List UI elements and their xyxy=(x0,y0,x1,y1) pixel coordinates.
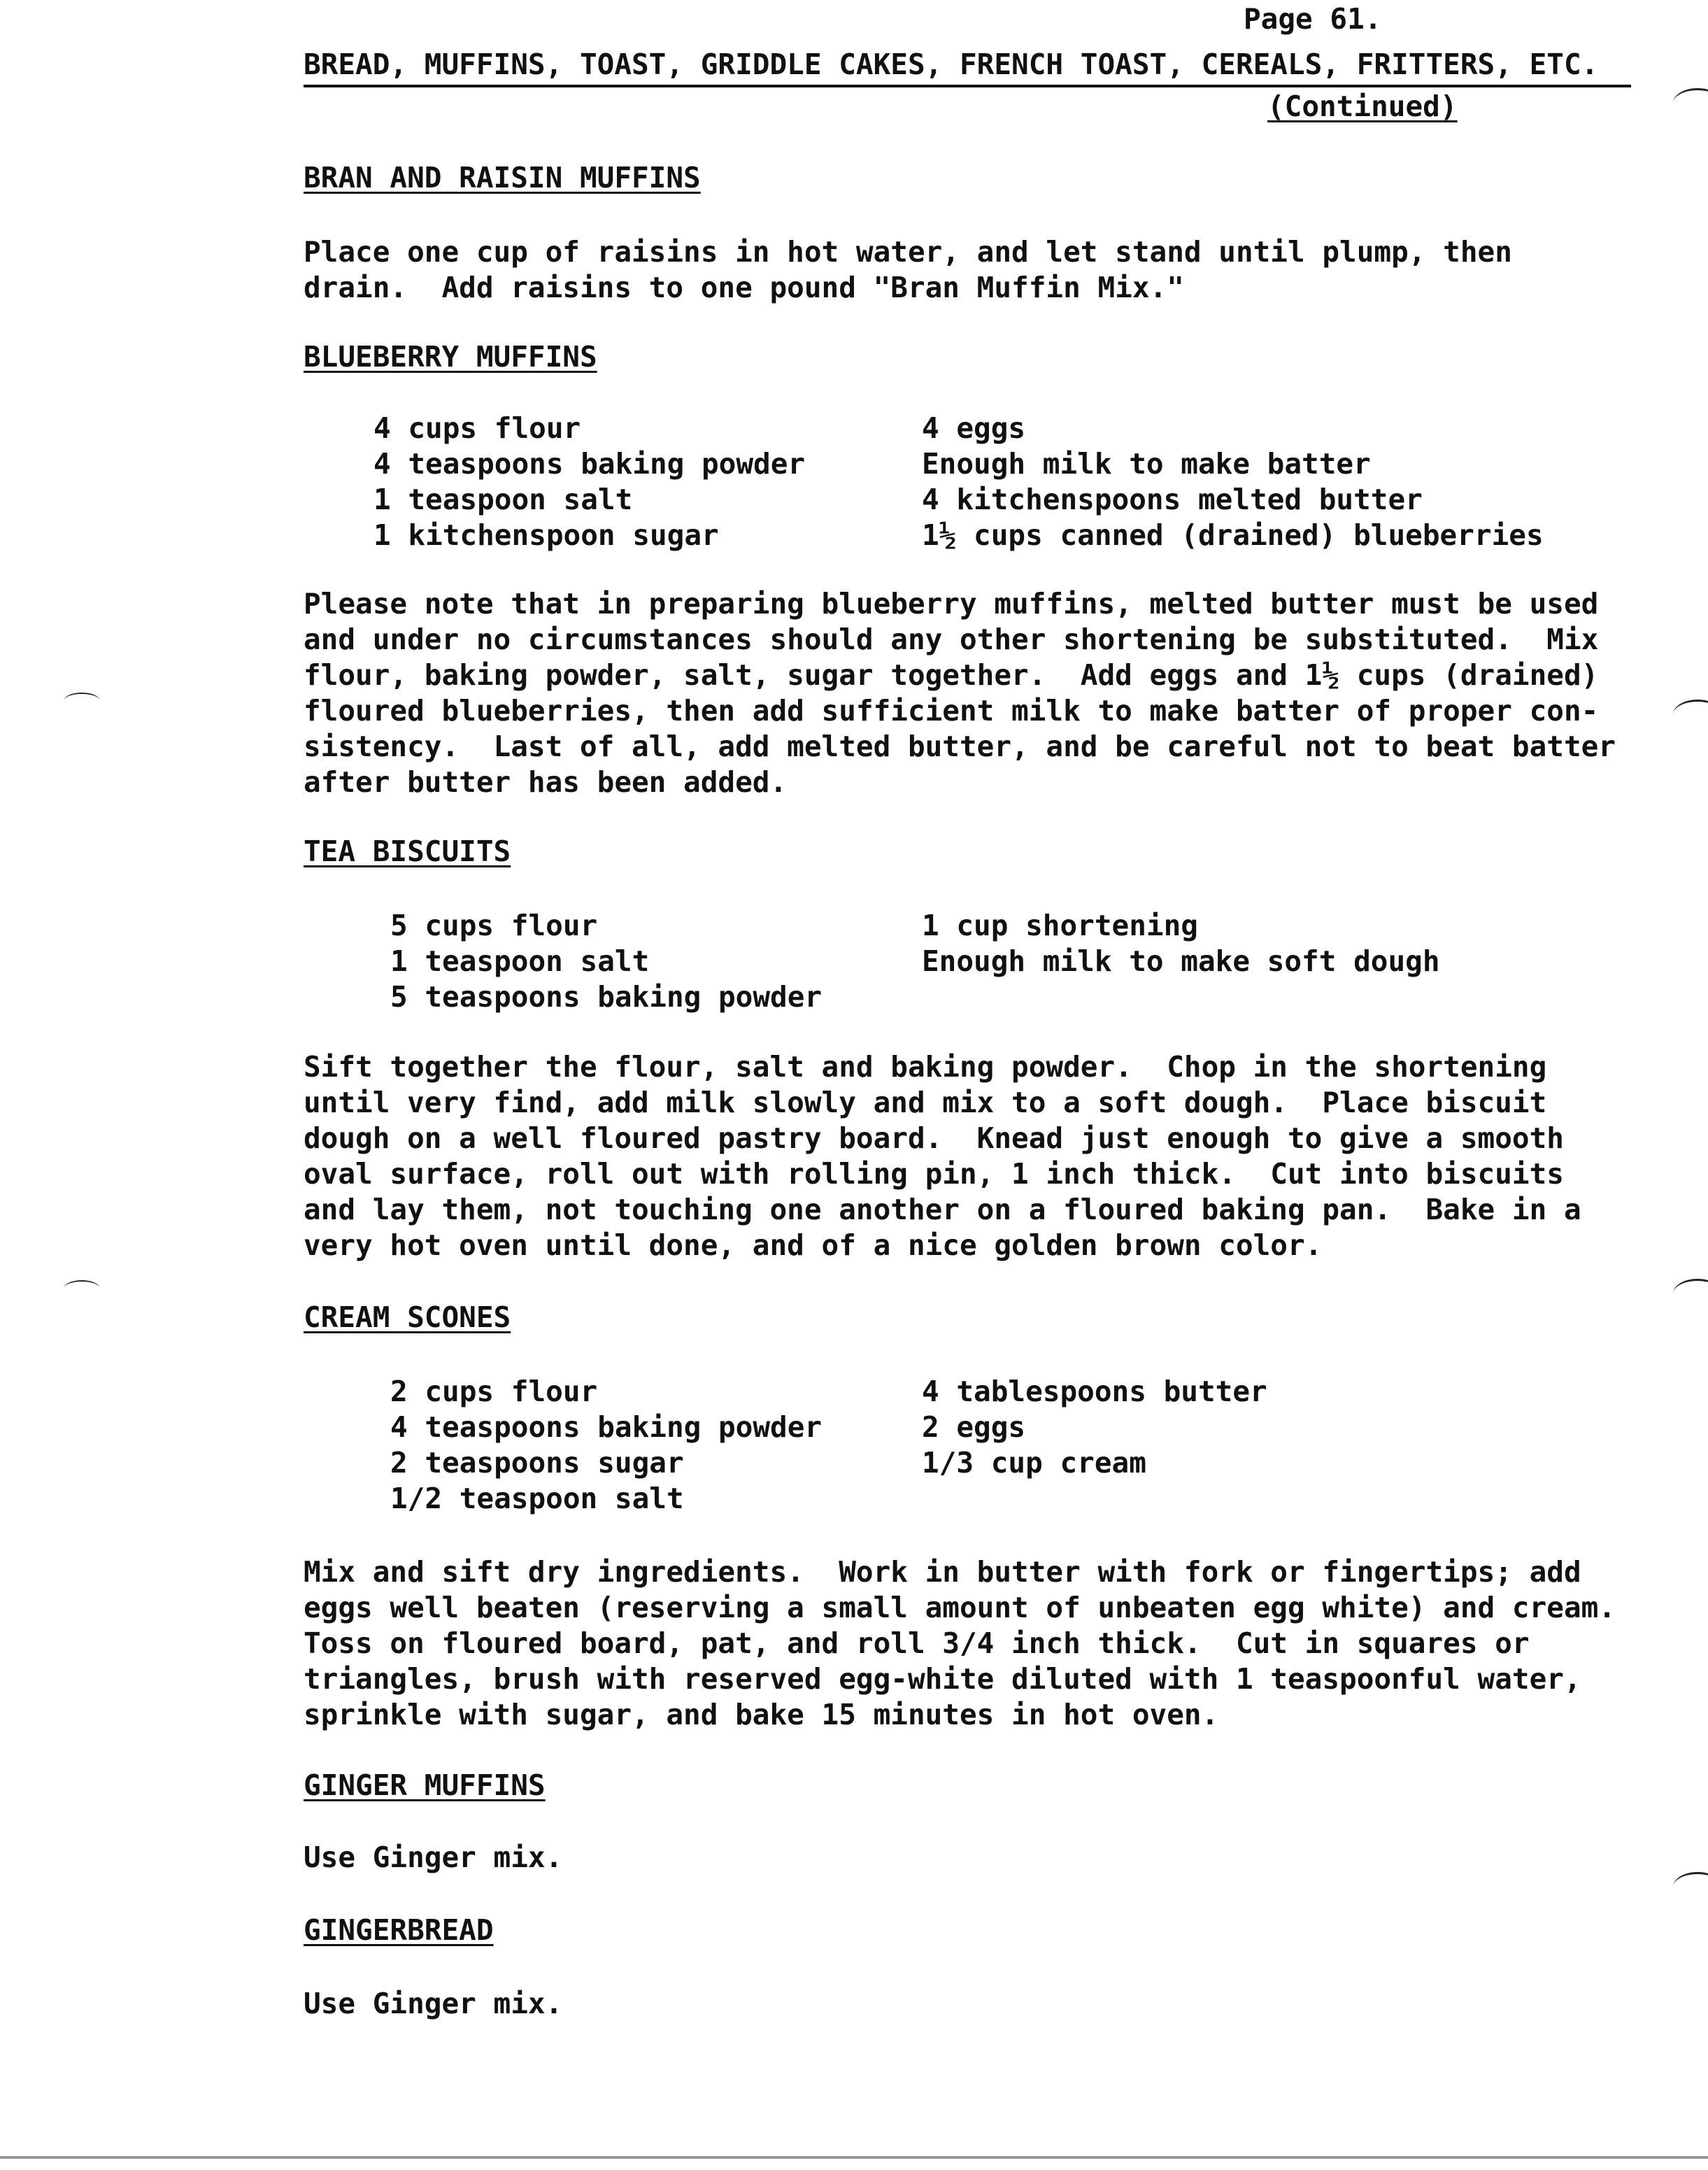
recipe-paragraph-line: Please note that in preparing blueberry muffins, melted butter must be used xyxy=(304,587,1599,620)
recipe-paragraph-line: oval surface, roll out with rolling pin, 1 inch thick. Cut into biscuits xyxy=(304,1157,1564,1191)
recipe-paragraph-line: floured blueberries, then add sufficient milk to make batter of proper con- xyxy=(304,694,1599,728)
recipe-paragraph-line: eggs well beaten (reserving a small amount of unbeaten egg white) and cream. xyxy=(304,1591,1616,1624)
recipe-paragraph-line: Use Ginger mix. xyxy=(304,1987,563,2020)
recipe-paragraph-line: triangles, brush with reserved egg-white diluted with 1 teaspoonful water, xyxy=(304,1662,1581,1696)
binder-hole-mark xyxy=(1673,700,1708,730)
ingredient-item: 4 eggs xyxy=(922,411,1026,445)
recipe-paragraph-line: Use Ginger mix. xyxy=(304,1841,563,1874)
ingredient-item: 2 cups flour xyxy=(390,1375,598,1408)
ingredient-item: 4 cups flour xyxy=(373,411,581,445)
recipe-title: GINGERBREAD xyxy=(304,1913,494,1947)
ingredient-item: 1/2 teaspoon salt xyxy=(390,1482,684,1515)
ingredient-item: 4 tablespoons butter xyxy=(922,1375,1267,1408)
ingredient-item: Enough milk to make soft dough xyxy=(922,944,1440,978)
recipe-title: GINGER MUFFINS xyxy=(304,1768,546,1802)
recipe-paragraph-line: after butter has been added. xyxy=(304,765,788,799)
ingredient-item: 4 teaspoons baking powder xyxy=(390,1410,823,1444)
ingredient-item: 1 cup shortening xyxy=(922,909,1198,942)
ingredient-item: 1 teaspoon salt xyxy=(373,483,633,516)
recipe-title: BLUEBERRY MUFFINS xyxy=(304,340,597,374)
recipe-paragraph-line: sprinkle with sugar, and bake 15 minutes in hot oven. xyxy=(304,1698,1219,1731)
recipe-title: TEA BISCUITS xyxy=(304,835,511,868)
binder-hole-mark xyxy=(1673,1279,1708,1309)
ingredient-item: 1½ cups canned (drained) blueberries xyxy=(922,518,1544,552)
recipe-paragraph-line: Sift together the flour, salt and baking powder. Chop in the shortening xyxy=(304,1050,1547,1084)
recipe-paragraph-line: sistency. Last of all, add melted butter, and be careful not to beat batter xyxy=(304,730,1616,763)
ingredient-item: 1 teaspoon salt xyxy=(390,944,650,978)
recipe-paragraph-line: Toss on floured board, pat, and roll 3/4 inch thick. Cut in squares or xyxy=(304,1626,1530,1660)
continued-label: (Continued) xyxy=(1267,90,1458,123)
binder-hole-mark xyxy=(64,693,99,708)
ingredient-item: 4 teaspoons baking powder xyxy=(373,447,806,481)
recipe-paragraph-line: and lay them, not touching one another on a floured baking pan. Bake in a xyxy=(304,1193,1581,1226)
ingredient-item: 2 teaspoons sugar xyxy=(390,1446,684,1480)
chapter-title: BREAD, MUFFINS, TOAST, GRIDDLE CAKES, FRENCH TOAST, CEREALS, FRITTERS, ETC. xyxy=(304,48,1599,81)
recipe-paragraph-line: drain. Add raisins to one pound "Bran Muffin Mix." xyxy=(304,271,1184,304)
page-bottom-edge xyxy=(0,2156,1708,2159)
ingredient-item: 1 kitchenspoon sugar xyxy=(373,518,719,552)
recipe-paragraph-line: Mix and sift dry ingredients. Work in butter with fork or fingertips; add xyxy=(304,1555,1581,1589)
recipe-paragraph-line: flour, baking powder, salt, sugar together. Add eggs and 1½ cups (drained) xyxy=(304,658,1599,692)
recipe-title: CREAM SCONES xyxy=(304,1300,511,1334)
recipe-paragraph-line: until very find, add milk slowly and mix to a soft dough. Place biscuit xyxy=(304,1086,1547,1119)
recipe-title: BRAN AND RAISIN MUFFINS xyxy=(304,161,701,194)
ingredient-item: 5 teaspoons baking powder xyxy=(390,980,823,1014)
binder-hole-mark xyxy=(1673,1872,1708,1902)
binder-hole-mark xyxy=(64,1280,99,1296)
page-number: Page 61. xyxy=(1244,2,1382,36)
ingredient-item: 2 eggs xyxy=(922,1410,1026,1444)
recipe-paragraph-line: very hot oven until done, and of a nice golden brown color. xyxy=(304,1228,1323,1262)
binder-hole-mark xyxy=(1673,88,1708,118)
recipe-paragraph-line: dough on a well floured pastry board. Knead just enough to give a smooth xyxy=(304,1121,1564,1155)
recipe-paragraph-line: Place one cup of raisins in hot water, and let stand until plump, then xyxy=(304,235,1512,269)
ingredient-item: 5 cups flour xyxy=(390,909,598,942)
ingredient-item: 4 kitchenspoons melted butter xyxy=(922,483,1423,516)
header-rule xyxy=(304,85,1631,87)
ingredient-item: Enough milk to make batter xyxy=(922,447,1371,481)
ingredient-item: 1/3 cup cream xyxy=(922,1446,1146,1480)
recipe-paragraph-line: and under no circumstances should any other shortening be substituted. Mix xyxy=(304,623,1599,656)
